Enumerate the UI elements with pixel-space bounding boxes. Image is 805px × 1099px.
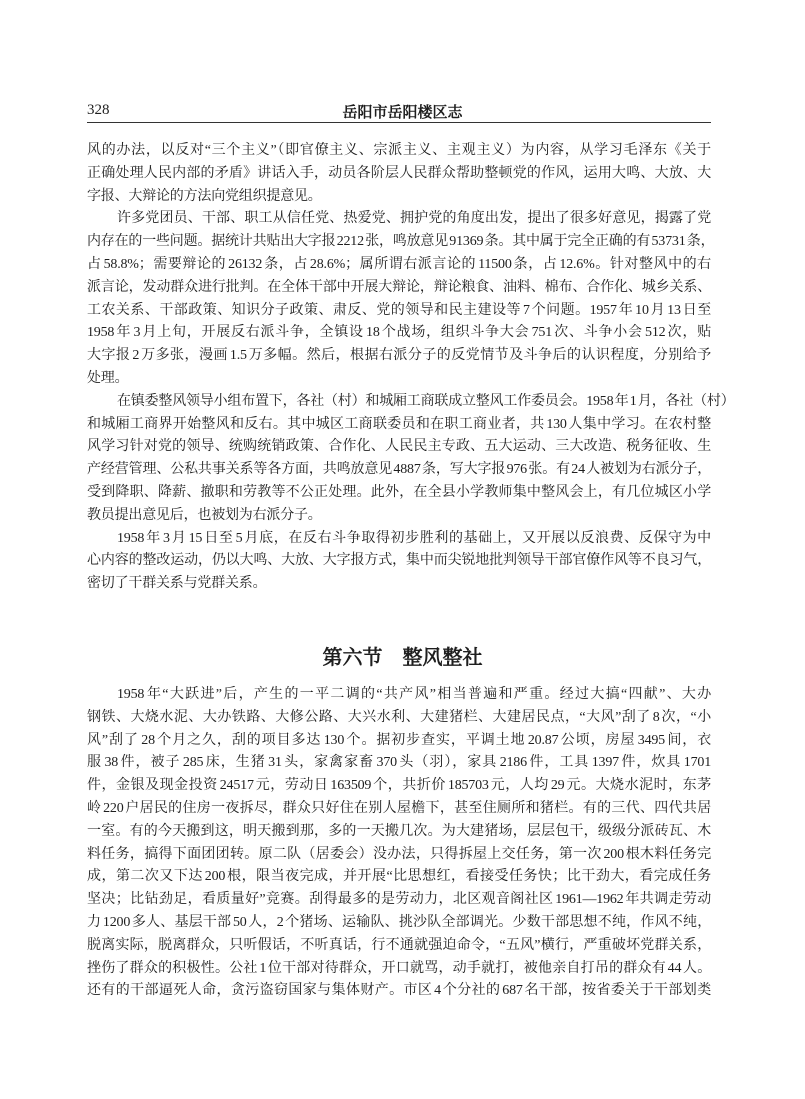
text-line: 还有的干部逼死人命，贪污盗窃国家与集体财产。市区 4 个分社的 687 名干部，按省委关于干部划类	[87, 983, 711, 999]
text-line: 风学习针对党的领导、统购统销政策、合作化、人民民主专政、五大运动、三大改造、税务征收、生	[87, 439, 711, 455]
text-line: 教员提出意见后，也被划为右派分子。	[87, 507, 322, 523]
text-line: 产经营管理、公私共事关系等各方面，共鸣放意见 4887 条，写大字报 976 张。有 24 人被划为右派分子，	[87, 462, 711, 478]
text-line: 脱离实际，脱离群众，只听假话，不听真话，行不通就强迫命令，“五风”横行，严重破坏党群关系，	[87, 937, 711, 953]
text-line: 一室。有的今天搬到这，明天搬到那，多的一天搬几次。为大建猪场，层层包干，级级分派砖瓦、木	[87, 823, 711, 839]
text-line: 风的办法，以反对“三个主义”（即官僚主义、宗派主义、主观主义）为内容，从学习毛泽东《关于	[87, 143, 711, 158]
text-line: 件，金银及现金投资 24517 元，劳动日 163509 个，共折价 185703 元，人均 29 元。大烧水泥时，东茅	[87, 778, 711, 794]
text-line: 挫伤了群众的积极性。公社 1 位干部对待群众，开口就骂，动手就打，被他亲自打吊的群众有 44 人。	[87, 960, 711, 976]
page-number: 328	[87, 102, 110, 118]
text-line: 心内容的整改运动，仍以大鸣、大放、大字报方式，集中而尖锐地批判领导干部官僚作风等不良习气，	[87, 553, 711, 569]
text-line: 许多党团员、干部、职工从信任党、热爱党、拥护党的角度出发，提出了很多好意见，揭露了党	[117, 211, 711, 227]
text-line: 1958 年“大跃进”后，产生的一平二调的“共产风”相当普遍和严重。经过大搞“四献”、大办	[117, 687, 711, 702]
text-line: 坚决；比钻劲足，看质量好”竞赛。刮得最多的是劳动力，北区观音阁社区 1961—1962 年共调走劳动	[87, 892, 711, 908]
text-line: 处理。	[87, 370, 129, 386]
paragraph	[87, 391, 735, 528]
text-line: 占 58.8%；需要辩论的 26132 条，占 28.6%；属所谓右派言论的 11500 条，占 12.6%。针对整风中的右	[87, 256, 711, 272]
paragraph	[87, 684, 711, 1003]
text-line: 在镇委整风领导小组布置下，各社（村）和城厢工商联成立整风工作委员会。1958 年 1 月，各社（村）	[117, 393, 735, 409]
text-line: 工农关系、干部政策、知识分子政策、肃反、党的领导和民主建设等 7 个问题。1957 年 10 月 13 日至	[87, 302, 711, 318]
text-line: 1958 年 3 月上旬，开展反右派斗争，全镇设 18 个战场，组织斗争大会 751 次、斗争小会 512 次，贴	[87, 325, 711, 341]
text-line: 1958 年 3 月 15 日至 5 月底，在反右斗争取得初步胜利的基础上，又开展以反浪费、反保守为中	[117, 530, 711, 546]
text-line: 服 38 件，被子 285 床，生猪 31 头，家禽家畜 370 头（羽），家具 2186 件，工具 1397 件，炊具 1701	[87, 755, 711, 771]
text-line: 派言论，发动群众进行批判。在全体干部中开展大辩论，辩论粮食、油料、棉布、合作化、城乡关系、	[87, 279, 711, 295]
text-line: 风”刮了 28 个月之久，刮的项目多达 130 个。据初步查实，平调土地 20.87 公顷，房屋 3495 间，衣	[87, 732, 711, 748]
body-text-top	[87, 140, 735, 596]
text-line: 字报、大辩论的方法向党组织提意见。	[87, 188, 322, 204]
text-line: 大字报 2 万多张，漫画 1.5 万多幅。然后，根据右派分子的反党情节及斗争后的认识程度，分别给予	[87, 348, 711, 364]
text-line: 密切了干群关系与党群关系。	[87, 576, 267, 592]
paragraph	[87, 208, 715, 390]
text-line: 受到降职、降薪、撤职和劳教等不公正处理。此外，在全县小学教师集中整风会上，有几位城区小学	[87, 484, 711, 500]
text-line: 钢铁、大烧水泥、大办铁路、大修公路、大兴水利、大建猪栏、大建居民点，“大风”刮了 8 次，“小	[87, 709, 711, 725]
body-text-bottom	[87, 684, 711, 1003]
text-line: 内存在的一些问题。据统计共贴出大字报 2212 张，鸣放意见 91369 条。其中属于完全正确的有 53731 条，	[87, 234, 715, 250]
paragraph	[87, 140, 711, 208]
text-line: 和城厢工商界开始整风和反右。其中城区工商联委员和在职工商业者，共 130 人集中学习。在农村整	[87, 416, 711, 432]
section-heading: 第六节 整风整社	[322, 647, 483, 669]
text-line: 料任务，搞得下面团团转。原二队（居委会）没办法，只得拆屋上交任务，第一次 200 根木料任务完	[87, 846, 711, 862]
paragraph	[87, 528, 711, 596]
header-divider	[87, 122, 711, 123]
text-line: 成，第二次又下达 200 根，限当夜完成，并开展“比思想红，看接受任务快；比干劲大，看完成任务	[87, 869, 711, 885]
text-line: 岭 220 户居民的住房一夜拆尽，群众只好住在别人屋檐下，甚至住厕所和猪栏。有的三代、四代共居	[87, 800, 711, 816]
running-title: 岳阳市岳阳楼区志	[342, 104, 463, 121]
text-line: 正确处理人民内部的矛盾》讲话入手，动员各阶层人民群众帮助整顿党的作风，运用大鸣、大放、大	[87, 165, 711, 181]
text-line: 力 1200 多人、基层干部 50 人，2 个猪场、运输队、挑沙队全部调光。少数干部思想不纯，作风不纯，	[87, 914, 711, 930]
